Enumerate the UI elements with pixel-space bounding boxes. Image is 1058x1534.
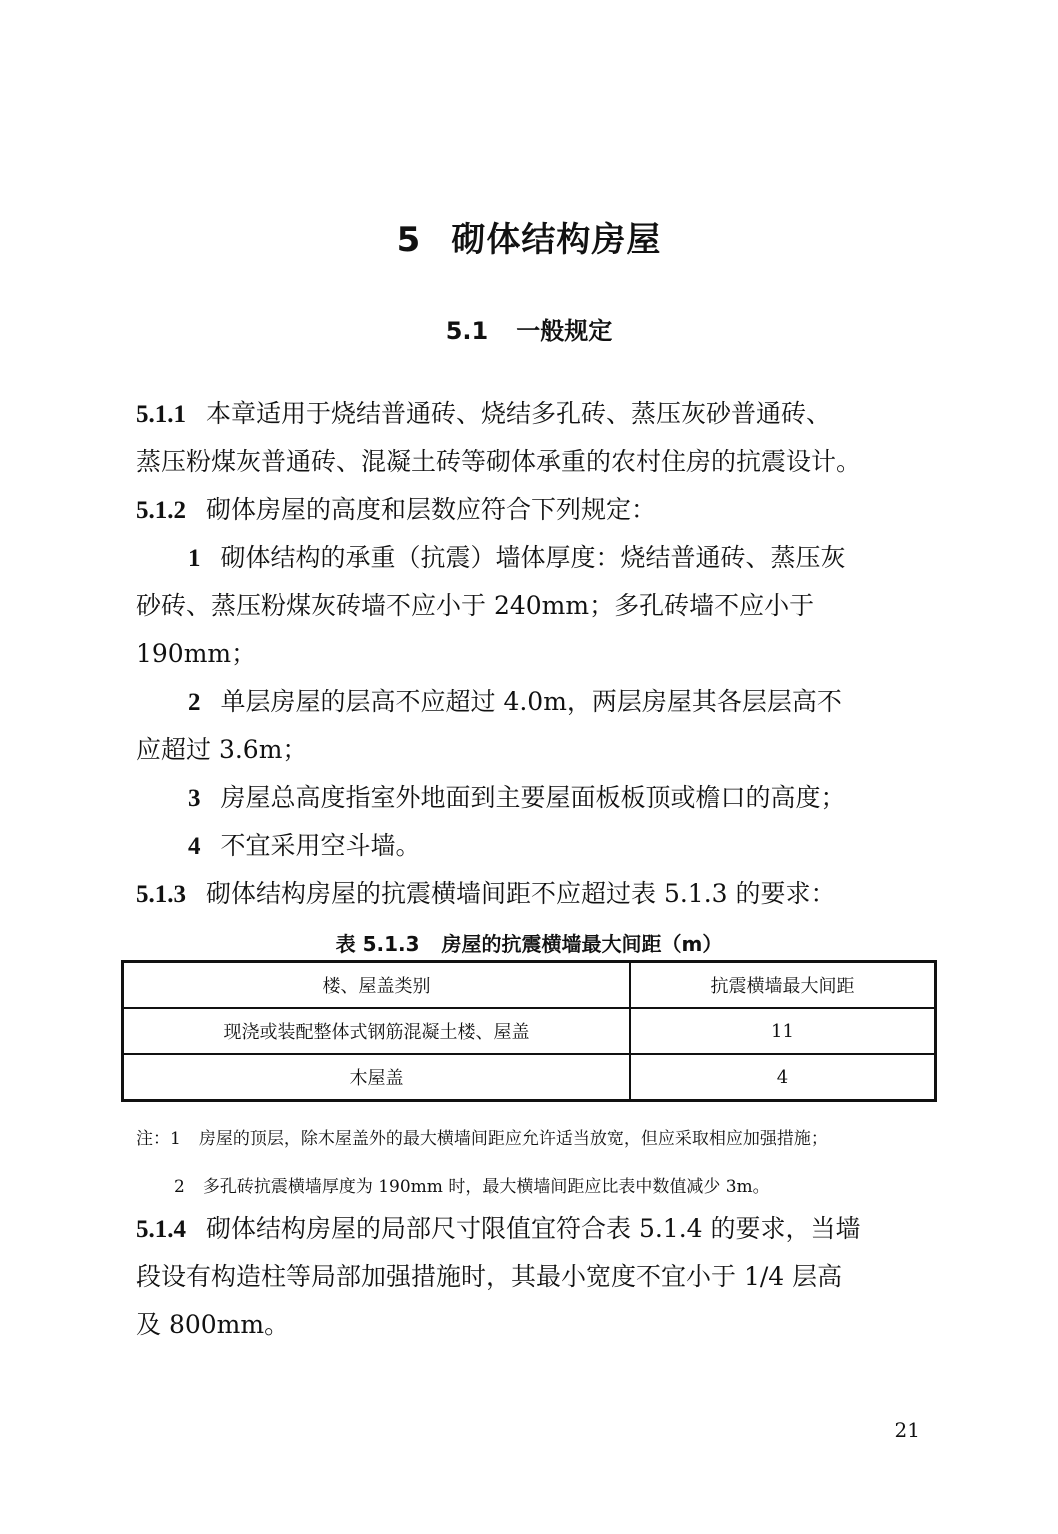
note-prefix: 注：1 bbox=[136, 1129, 181, 1149]
item-text: 应超过 3.6m； bbox=[136, 735, 308, 764]
chapter-title bbox=[0, 212, 1058, 261]
clause-number: 5.1.3 bbox=[136, 881, 186, 908]
table-header-cell: 楼、屋盖类别 bbox=[123, 962, 631, 1009]
chapter-number: 5 bbox=[396, 220, 422, 260]
item-text: 房屋总高度指室外地面到主要屋面板板顶或檐口的高度； bbox=[220, 783, 846, 812]
note-number: 2 bbox=[174, 1177, 185, 1197]
clause-text: 砌体房屋的高度和层数应符合下列规定： bbox=[206, 495, 657, 524]
table-title: 房屋的抗震横墙最大间距（m） bbox=[441, 932, 723, 956]
section-number: 5.1 bbox=[445, 317, 489, 345]
table-caption bbox=[0, 928, 1058, 957]
clause-5-1-3 bbox=[136, 870, 926, 918]
item-number: 4 bbox=[188, 833, 201, 860]
clause-number: 5.1.2 bbox=[136, 497, 186, 524]
item-text: 不宜采用空斗墙。 bbox=[220, 831, 421, 860]
page-number: 21 bbox=[894, 1418, 920, 1442]
table-row bbox=[123, 1054, 936, 1101]
item-text: 砂砖、蒸压粉煤灰砖墙不应小于 240mm；多孔砖墙不应小于 bbox=[136, 591, 815, 620]
table-header-cell: 抗震横墙最大间距 bbox=[630, 962, 936, 1009]
item-number: 2 bbox=[188, 689, 201, 716]
table-header-row bbox=[123, 962, 936, 1009]
clause-text: 及 800mm。 bbox=[136, 1310, 290, 1339]
item-text: 砌体结构的承重（抗震）墙体厚度：烧结普通砖、蒸压灰 bbox=[220, 543, 846, 572]
table-row bbox=[123, 1008, 936, 1054]
table-number: 表 5.1.3 bbox=[335, 932, 420, 956]
clause-text: 本章适用于烧结普通砖、烧结多孔砖、蒸压灰砂普通砖、 bbox=[206, 399, 832, 428]
spacing-table bbox=[121, 960, 937, 1102]
table-note-2 bbox=[174, 1172, 770, 1197]
section-title bbox=[0, 311, 1058, 346]
clause-5-1-1 bbox=[136, 390, 926, 486]
note-text: 房屋的顶层，除木屋盖外的最大横墙间距应允许适当放宽，但应采取相应加强措施； bbox=[198, 1129, 828, 1149]
chapter-title-text: 砌体结构房屋 bbox=[451, 220, 662, 260]
clause-number: 5.1.1 bbox=[136, 401, 186, 428]
clause-5-1-4 bbox=[136, 1205, 926, 1349]
clause-number: 5.1.4 bbox=[136, 1216, 186, 1243]
item-text: 单层房屋的层高不应超过 4.0m，两层房屋其各层层高不 bbox=[220, 687, 842, 716]
clause-text: 段设有构造柱等局部加强措施时，其最小宽度不宜小于 1/4 层高 bbox=[136, 1262, 843, 1291]
section-title-text: 一般规定 bbox=[516, 317, 613, 345]
clause-5-1-2 bbox=[136, 486, 926, 870]
item-number: 1 bbox=[188, 545, 201, 572]
item-text: 190mm； bbox=[136, 639, 257, 668]
table-cell: 11 bbox=[630, 1008, 936, 1054]
table-cell: 木屋盖 bbox=[123, 1054, 631, 1101]
note-text: 多孔砖抗震横墙厚度为 190mm 时，最大横墙间距应比表中数值减少 3m。 bbox=[202, 1177, 770, 1197]
table-cell: 现浇或装配整体式钢筋混凝土楼、屋盖 bbox=[123, 1008, 631, 1054]
clause-text: 砌体结构房屋的抗震横墙间距不应超过表 5.1.3 的要求： bbox=[206, 879, 836, 908]
clause-text: 砌体结构房屋的局部尺寸限值宜符合表 5.1.4 的要求，当墙 bbox=[206, 1214, 861, 1243]
item-number: 3 bbox=[188, 785, 201, 812]
clause-text: 蒸压粉煤灰普通砖、混凝土砖等砌体承重的农村住房的抗震设计。 bbox=[136, 447, 862, 476]
table-cell: 4 bbox=[630, 1054, 936, 1101]
table-note-1 bbox=[136, 1124, 828, 1149]
